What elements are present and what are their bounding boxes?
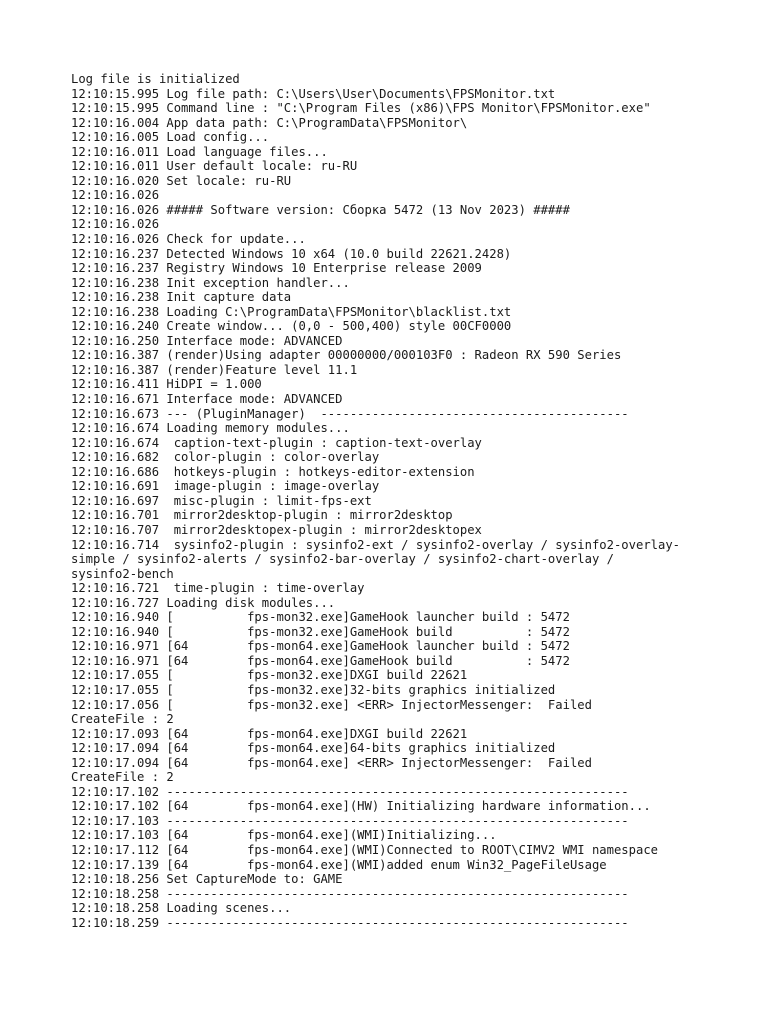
log-line: 12:10:16.940 [ fps-mon32.exe]GameHook launcher build : 5472	[71, 610, 570, 625]
log-line: 12:10:16.026	[71, 217, 160, 232]
log-line: 12:10:16.682 color-plugin : color-overlay	[71, 450, 380, 465]
log-line: 12:10:16.673 --- (PluginManager) ------------------------------------------	[71, 406, 629, 421]
log-document	[71, 72, 721, 930]
log-line: simple / sysinfo2-alerts / sysinfo2-bar-overlay / sysinfo2-chart-overlay /	[71, 552, 614, 567]
log-line: 12:10:17.055 [ fps-mon32.exe]DXGI build 22621	[71, 668, 468, 683]
log-line: 12:10:16.237 Detected Windows 10 x64 (10.0 build 22621.2428)	[71, 246, 512, 261]
log-line: CreateFile : 2	[71, 712, 174, 727]
log-line: 12:10:17.112 [64 fps-mon64.exe](WMI)Connected to ROOT\CIMV2 WMI namespace	[71, 842, 658, 857]
log-line: CreateFile : 2	[71, 770, 174, 785]
log-line: 12:10:16.250 Interface mode: ADVANCED	[71, 333, 343, 348]
log-line: 12:10:16.697 misc-plugin : limit-fps-ext	[71, 493, 372, 508]
log-line: 12:10:16.004 App data path: C:\ProgramData\FPSMonitor\	[71, 115, 468, 130]
log-line: 12:10:16.940 [ fps-mon32.exe]GameHook build : 5472	[71, 624, 570, 639]
log-line: 12:10:16.238 Init exception handler...	[71, 275, 350, 290]
log-line: sysinfo2-bench	[71, 566, 174, 581]
log-line: 12:10:15.995 Command line : "C:\Program Files (x86)\FPS Monitor\FPSMonitor.exe"	[71, 101, 651, 116]
log-line: 12:10:18.258 Loading scenes...	[71, 901, 292, 916]
log-line: 12:10:16.714 sysinfo2-plugin : sysinfo2-ext / sysinfo2-overlay / sysinfo2-overlay-	[71, 537, 681, 552]
log-line: 12:10:17.094 [64 fps-mon64.exe]64-bits graphics initialized	[71, 741, 556, 756]
log-line: Log file is initialized	[71, 72, 240, 86]
log-line: 12:10:17.093 [64 fps-mon64.exe]DXGI build 22621	[71, 726, 468, 741]
log-line: 12:10:16.387 (render)Feature level 11.1	[71, 362, 358, 377]
log-line: 12:10:16.727 Loading disk modules...	[71, 595, 336, 610]
log-line: 12:10:16.671 Interface mode: ADVANCED	[71, 392, 343, 407]
log-line: 12:10:16.005 Load config...	[71, 130, 270, 145]
log-line: 12:10:17.094 [64 fps-mon64.exe] <ERR> InjectorMessenger: Failed	[71, 755, 592, 770]
log-line: 12:10:16.971 [64 fps-mon64.exe]GameHook launcher build : 5472	[71, 639, 570, 654]
log-line: 12:10:16.026	[71, 188, 160, 203]
log-line: 12:10:16.026 ##### Software version: Сборка 5472 (13 Nov 2023) #####	[71, 202, 570, 217]
log-line: 12:10:16.691 image-plugin : image-overlay	[71, 479, 380, 494]
log-line: 12:10:17.139 [64 fps-mon64.exe](WMI)added enum Win32_PageFileUsage	[71, 857, 607, 872]
log-line: 12:10:15.995 Log file path: C:\Users\User\Documents\FPSMonitor.txt	[71, 86, 556, 101]
log-line: 12:10:16.686 hotkeys-plugin : hotkeys-editor-extension	[71, 464, 475, 479]
log-line: 12:10:18.258 ---------------------------------------------------------------	[71, 886, 629, 901]
log-line: 12:10:17.102 [64 fps-mon64.exe](HW) Initializing hardware information...	[71, 799, 651, 814]
log-line: 12:10:17.102 ---------------------------------------------------------------	[71, 784, 629, 799]
log-line: 12:10:16.011 User default locale: ru-RU	[71, 159, 358, 174]
log-line: 12:10:16.026 Check for update...	[71, 232, 306, 247]
log-line: 12:10:16.238 Init capture data	[71, 290, 292, 305]
log-line: 12:10:17.056 [ fps-mon32.exe] <ERR> InjectorMessenger: Failed	[71, 697, 592, 712]
log-line: 12:10:16.238 Loading C:\ProgramData\FPSMonitor\blacklist.txt	[71, 304, 512, 319]
log-line: 12:10:16.971 [64 fps-mon64.exe]GameHook build : 5472	[71, 653, 570, 668]
log-line: 12:10:17.055 [ fps-mon32.exe]32-bits graphics initialized	[71, 682, 556, 697]
log-line: 12:10:16.707 mirror2desktopex-plugin : mirror2desktopex	[71, 522, 482, 537]
log-line: 12:10:17.103 ---------------------------------------------------------------	[71, 813, 629, 828]
log-line: 12:10:16.411 HiDPI = 1.000	[71, 377, 262, 392]
log-line: 12:10:16.020 Set locale: ru-RU	[71, 173, 292, 188]
log-line: 12:10:17.103 [64 fps-mon64.exe](WMI)Initializing...	[71, 828, 497, 843]
log-line: 12:10:16.674 Loading memory modules...	[71, 421, 350, 436]
log-line: 12:10:16.674 caption-text-plugin : caption-text-overlay	[71, 435, 482, 450]
log-line: 12:10:18.259 ---------------------------------------------------------------	[71, 915, 629, 930]
log-line: 12:10:16.240 Create window... (0,0 - 500,400) style 00CF0000	[71, 319, 512, 334]
log-line: 12:10:16.721 time-plugin : time-overlay	[71, 581, 365, 596]
log-line: 12:10:18.256 Set CaptureMode to: GAME	[71, 872, 343, 887]
log-line: 12:10:16.387 (render)Using adapter 00000000/000103F0 : Radeon RX 590 Series	[71, 348, 622, 363]
log-line: 12:10:16.237 Registry Windows 10 Enterprise release 2009	[71, 261, 482, 276]
log-line: 12:10:16.011 Load language files...	[71, 144, 328, 159]
log-line: 12:10:16.701 mirror2desktop-plugin : mirror2desktop	[71, 508, 453, 523]
